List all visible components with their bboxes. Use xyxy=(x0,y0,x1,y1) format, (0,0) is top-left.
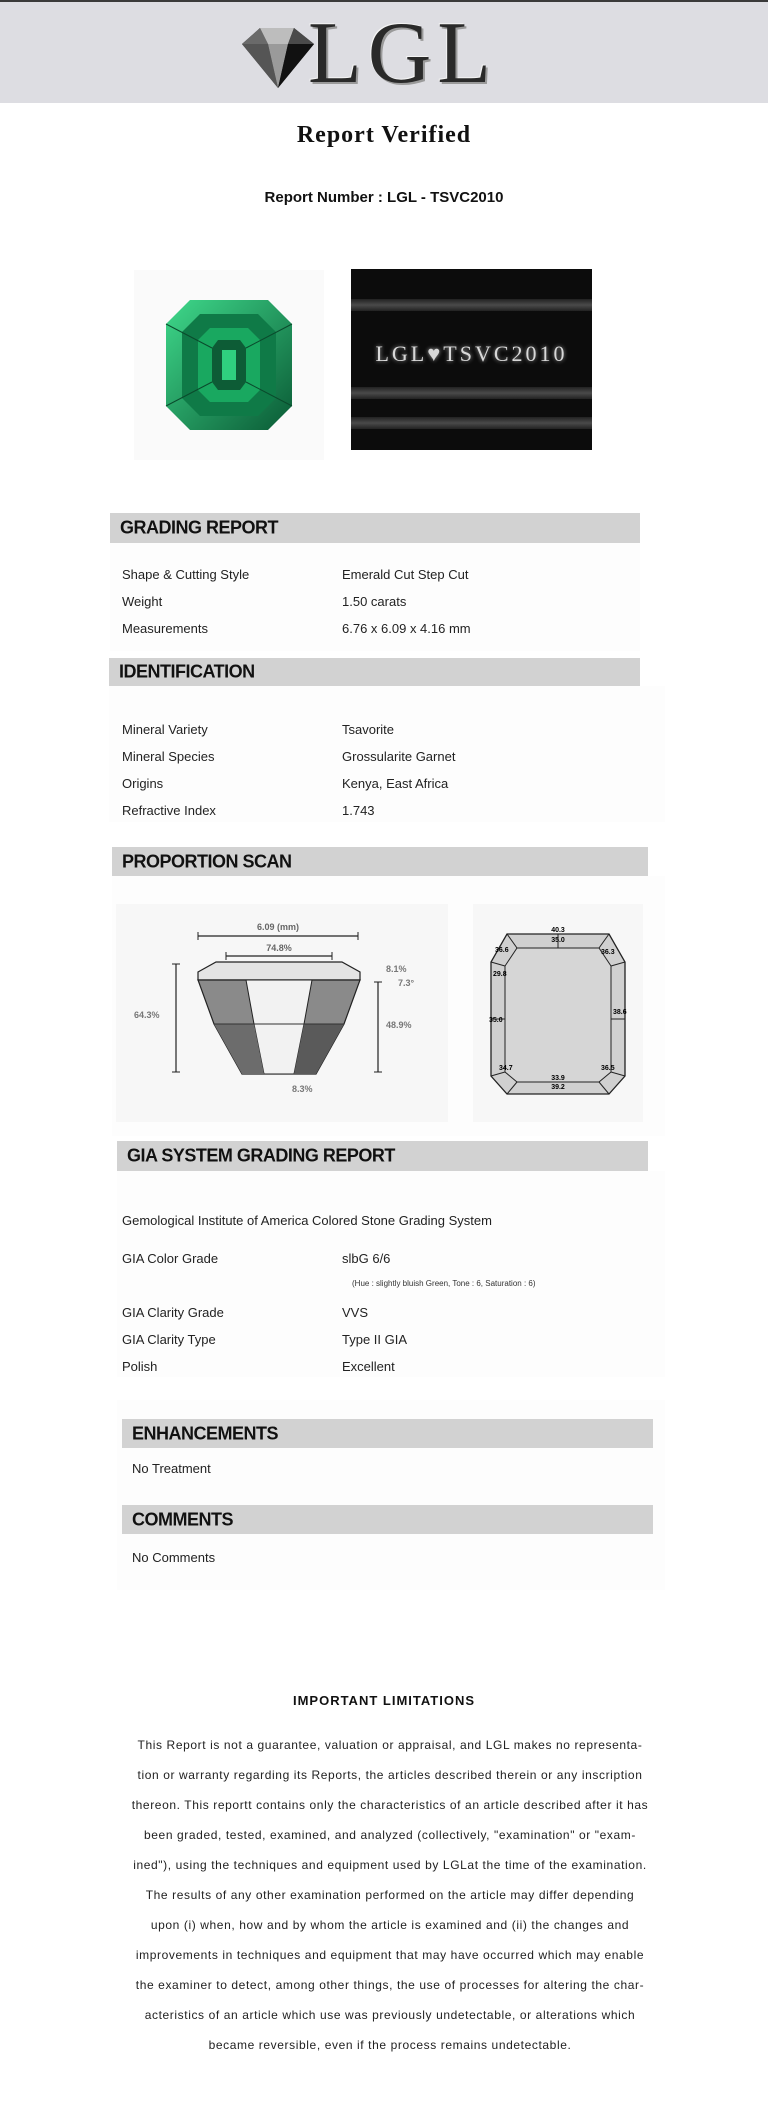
svg-text:36.6: 36.6 xyxy=(495,947,509,954)
refractive-index-label: Refractive Index xyxy=(122,803,216,818)
mineral-species-label: Mineral Species xyxy=(122,749,215,764)
svg-text:29.8: 29.8 xyxy=(493,971,507,978)
gia-system-text: Gemological Institute of America Colored Stone Grading System xyxy=(122,1213,492,1228)
svg-text:34.7: 34.7 xyxy=(499,1065,513,1072)
polish-value: Excellent xyxy=(342,1359,395,1374)
profile-diagram xyxy=(116,904,448,1122)
proportion-scan-header: PROPORTION SCAN xyxy=(112,847,648,876)
profile-width-label: 6.09 (mm) xyxy=(256,922,300,932)
enhancements-header: ENHANCEMENTS xyxy=(122,1419,653,1448)
page-title: Report Verified xyxy=(296,122,472,148)
limitations-line: This Report is not a guarantee, valuation or appraisal, and LGL makes no representa- xyxy=(137,1738,643,1752)
profile-crown-label: 8.1% xyxy=(386,964,407,974)
lgl-logo xyxy=(232,5,498,102)
weight-value: 1.50 carats xyxy=(342,594,407,609)
gia-clarity-grade-label: GIA Clarity Grade xyxy=(122,1305,224,1320)
comments-header: COMMENTS xyxy=(122,1505,653,1534)
measurements-label: Measurements xyxy=(122,621,208,636)
limitations-line: acteristics of an article which use was previously undetectable, or alterations which xyxy=(144,2008,636,2022)
limitations-heading: IMPORTANT LIMITATIONS xyxy=(292,1693,476,1708)
measurements-value: 6.76 x 6.09 x 4.16 mm xyxy=(342,621,471,636)
shape-label: Shape & Cutting Style xyxy=(122,567,250,582)
shape-value: Emerald Cut Step Cut xyxy=(342,567,469,582)
mineral-species-value: Grossularite Garnet xyxy=(342,749,456,764)
enhancements-value: No Treatment xyxy=(132,1461,211,1476)
svg-text:36.5: 36.5 xyxy=(601,1065,615,1072)
report-number xyxy=(0,189,768,206)
gia-clarity-grade-value: VVS xyxy=(342,1305,369,1320)
laser-inscription-photo xyxy=(351,269,592,450)
limitations-line: been graded, tested, examined, and analyzed (collectively, "examination" or "exam- xyxy=(144,1828,636,1842)
origins-label: Origins xyxy=(122,776,164,791)
limitations-line: became reversible, even if the process remains undetectable. xyxy=(208,2038,572,2052)
svg-text:38.6: 38.6 xyxy=(613,1009,627,1016)
inscription-text: LGL♥TSVC2010 xyxy=(375,341,568,366)
gia-color-note: (Hue : slightly bluish Green, Tone : 6, Saturation : 6) xyxy=(352,1279,536,1288)
profile-crown-angle-label: 7.3° xyxy=(398,978,415,988)
mineral-variety-label: Mineral Variety xyxy=(122,722,208,737)
profile-culet-label: 8.3% xyxy=(292,1084,313,1094)
svg-text:36.3: 36.3 xyxy=(601,949,615,956)
gia-header: GIA SYSTEM GRADING REPORT xyxy=(117,1141,648,1171)
gia-color-grade-label: GIA Color Grade xyxy=(122,1251,219,1266)
grading-report-panel xyxy=(110,543,640,651)
gia-color-grade-value: slbG 6/6 xyxy=(342,1251,391,1266)
weight-label: Weight xyxy=(122,594,163,609)
polish-label: Polish xyxy=(122,1359,158,1374)
gia-clarity-type-value: Type II GIA xyxy=(342,1332,408,1347)
top-view-diagram xyxy=(473,904,643,1122)
refractive-index-value: 1.743 xyxy=(342,803,375,818)
limitations-line: the examiner to detect, among other things, the use of processes for altering the char- xyxy=(135,1978,645,1992)
gia-clarity-type-label: GIA Clarity Type xyxy=(122,1332,216,1347)
limitations-line: thereon. This reportt contains only the characteristics of an article described after it has xyxy=(131,1798,649,1812)
svg-text:33.9: 33.9 xyxy=(551,1075,565,1082)
svg-text:40.3: 40.3 xyxy=(551,927,565,934)
mineral-variety-value: Tsavorite xyxy=(342,722,395,737)
gemstone-photo xyxy=(134,270,324,460)
profile-table-label: 74.8% xyxy=(266,943,292,953)
report-number-value: LGL - TSVC2010 xyxy=(387,189,504,206)
svg-text:35.0: 35.0 xyxy=(489,1017,503,1024)
comments-value: No Comments xyxy=(132,1550,216,1565)
profile-depth-label: 64.3% xyxy=(134,1010,160,1020)
identification-panel xyxy=(109,686,665,822)
report-number-label: Report Number : xyxy=(264,189,383,206)
logo-text: LGL xyxy=(308,5,498,102)
grading-report-header: GRADING REPORT xyxy=(110,513,640,543)
svg-text:35.0: 35.0 xyxy=(551,937,565,944)
origins-value: Kenya, East Africa xyxy=(342,776,449,791)
limitations-line: upon (i) when, how and by whom the article is examined and (ii) the changes and xyxy=(150,1918,630,1932)
identification-header: IDENTIFICATION xyxy=(109,658,640,686)
svg-text:39.2: 39.2 xyxy=(551,1084,565,1091)
limitations-line: The results of any other examination performed on the article may differ depending xyxy=(145,1888,635,1902)
limitations-line: tion or warranty regarding its Reports, the articles described therein or any inscription xyxy=(137,1768,643,1782)
limitations-line: improvements in techniques and equipment that may have occurred which may enable xyxy=(135,1948,645,1962)
gia-panel xyxy=(117,1171,665,1377)
limitations-line: ined"), using the techniques and equipment used by LGLat the time of the examination. xyxy=(133,1858,647,1872)
profile-pavilion-label: 48.9% xyxy=(386,1020,412,1030)
header-banner xyxy=(0,2,768,103)
